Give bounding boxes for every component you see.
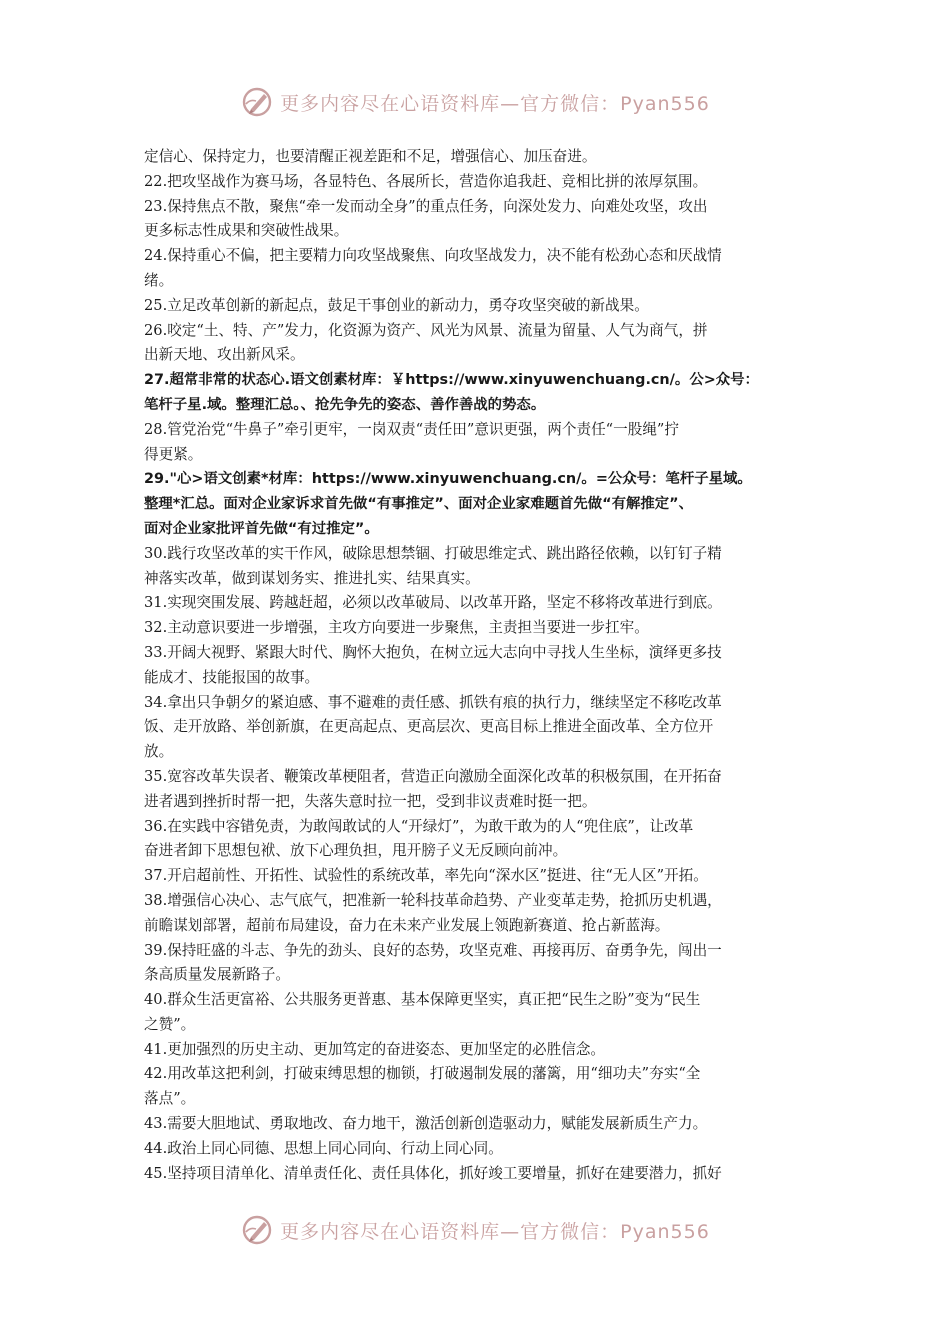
text-line: 整理*汇总。面对企业家诉求首先做“有事推定”、面对企业家难题首先做“有解推定”、 bbox=[144, 496, 694, 513]
document-body bbox=[144, 145, 812, 1186]
text-line: 39.保持旺盛的斗志、争先的劲头、良好的态势，攻坚克难、再接再厉、奋勇争先，闯出一 bbox=[144, 941, 722, 959]
text-line: 38.增强信心决心、志气底气，把准新一轮科技革命趋势、产业变革走势，抢抓历史机遇， bbox=[144, 891, 722, 909]
text-line: 笔杆子星.域。整理汇总。、抢先争先的姿态、善作善战的势态。 bbox=[144, 396, 546, 413]
text-line: 奋进者卸下思想包袱、放下心理负担，甩开膀子义无反顾向前冲。 bbox=[144, 842, 568, 860]
text-line: 45.坚持项目清单化、清单责任化、责任具体化，抓好竣工要增量，抓好在建要潜力，抓好 bbox=[144, 1164, 722, 1182]
text-line: 28.管党治党“牛鼻子”牵引更牢，一岗双责“责任田”意识更强，两个责任“一股绳”拧 bbox=[144, 420, 679, 438]
text-line: 29."心>语文创素*材库：https://www.xinyuwenchuang.cn/。=公众号：笔杆子星域。 bbox=[144, 471, 752, 488]
footer-banner-text: 更多内容尽在心语资料库—官方微信：Pyan556 bbox=[280, 1220, 710, 1243]
text-line: 放。 bbox=[144, 743, 174, 761]
text-line: 34.拿出只争朝夕的紧迫感、事不避难的责任感、抓铁有痕的执行力，继续坚定不移吃改革 bbox=[144, 693, 722, 711]
text-line: 43.需要大胆地试、勇取地改、奋力地干，激活创新创造驱动力，赋能发展新质生产力。 bbox=[144, 1115, 708, 1133]
text-line: 42.用改革这把利剑，打破束缚思想的枷锁，打破遏制发展的藩篱，用“细功夫”夯实“全 bbox=[144, 1065, 701, 1083]
pen-logo-icon bbox=[240, 1213, 274, 1247]
header-banner-text: 更多内容尽在心语资料库—官方微信：Pyan556 bbox=[280, 92, 710, 115]
text-line: 27.超常非常的状态心.语文创素材库：￥https://www.xinyuwenchuang.cn/。公>众号： bbox=[144, 372, 759, 389]
text-line: 更多标志性成果和突破性战果。 bbox=[144, 222, 349, 240]
footer-banner bbox=[0, 1210, 950, 1250]
text-line: 26.咬定“土、特、产”发力，化资源为资产、风光为风景、流量为留量、人气为商气，拼 bbox=[144, 321, 708, 339]
text-line: 定信心、保持定力，也要清醒正视差距和不足，增强信心、加压奋进。 bbox=[144, 148, 597, 165]
text-line: 31.实现突围发展、跨越赶超，必须以改革破局、以改革开路，坚定不移将改革进行到底。 bbox=[144, 594, 722, 612]
text-line: 23.保持焦点不散，聚焦“牵一发而动全身”的重点任务，向深处发力、向难处攻坚，攻出 bbox=[144, 197, 708, 215]
text-line: 33.开阔大视野、紧跟大时代、胸怀大抱负，在树立远大志向中寻找人生坐标，演绎更多技 bbox=[144, 643, 722, 661]
text-line: 之赞”。 bbox=[144, 1015, 196, 1033]
text-line: 37.开启超前性、开拓性、试验性的系统改革，率先向“深水区”挺进、往“无人区”开拓。 bbox=[144, 867, 708, 885]
text-line: 落点”。 bbox=[144, 1090, 196, 1108]
text-line: 面对企业家批评首先做“有过推定”。 bbox=[144, 520, 379, 537]
text-line: 40.群众生活更富裕、公共服务更普惠、基本保障更坚实，真正把“民生之盼”变为“民生 bbox=[144, 991, 701, 1009]
text-line: 出新天地、攻出新风采。 bbox=[144, 346, 305, 364]
text-line: 能成才、技能报国的故事。 bbox=[144, 668, 320, 686]
text-line: 25.立足改革创新的新起点，鼓足干事创业的新动力，勇夺攻坚突破的新战果。 bbox=[144, 296, 649, 314]
header-banner bbox=[0, 82, 950, 122]
pen-logo-icon bbox=[240, 85, 274, 119]
text-line: 44.政治上同心同德、思想上同心同向、行动上同心同。 bbox=[144, 1139, 503, 1157]
text-line: 饭、走开放路、举创新旗，在更高起点、更高层次、更高目标上推进全面改革、全方位开 bbox=[144, 718, 714, 736]
text-line: 32.主动意识要进一步增强，主攻方向要进一步聚焦，主责担当要进一步扛牢。 bbox=[144, 619, 649, 637]
text-line: 30.践行攻坚改革的实干作风，破除思想禁锢、打破思维定式、跳出路径依赖，以钉钉子精 bbox=[144, 544, 722, 562]
text-line: 24.保持重心不偏，把主要精力向攻坚战聚焦、向攻坚战发力，决不能有松劲心态和厌战情 bbox=[144, 247, 722, 265]
text-line: 22.把攻坚战作为赛马场，各显特色、各展所长，营造你追我赶、竞相比拼的浓厚氛围。 bbox=[144, 172, 708, 190]
text-line: 进者遇到挫折时帮一把，失落失意时拉一把，受到非议责难时挺一把。 bbox=[144, 792, 597, 810]
text-line: 前瞻谋划部署，超前布局建设，奋力在未来产业发展上领跑新赛道、抢占新蓝海。 bbox=[144, 916, 670, 934]
text-line: 得更紧。 bbox=[144, 445, 203, 463]
text-line: 神落实改革，做到谋划务实、推进扎实、结果真实。 bbox=[144, 569, 480, 587]
text-line: 35.宽容改革失误者、鞭策改革梗阻者，营造正向激励全面深化改革的积极氛围，在开拓奋 bbox=[144, 767, 722, 785]
text-line: 41.更加强烈的历史主动、更加笃定的奋进姿态、更加坚定的必胜信念。 bbox=[144, 1040, 606, 1058]
text-line: 条高质量发展新路子。 bbox=[144, 966, 290, 984]
text-line: 绪。 bbox=[144, 271, 174, 289]
text-line: 36.在实践中容错免责，为敢闯敢试的人“开绿灯”，为敢干敢为的人“兜住底”，让改革 bbox=[144, 817, 694, 835]
